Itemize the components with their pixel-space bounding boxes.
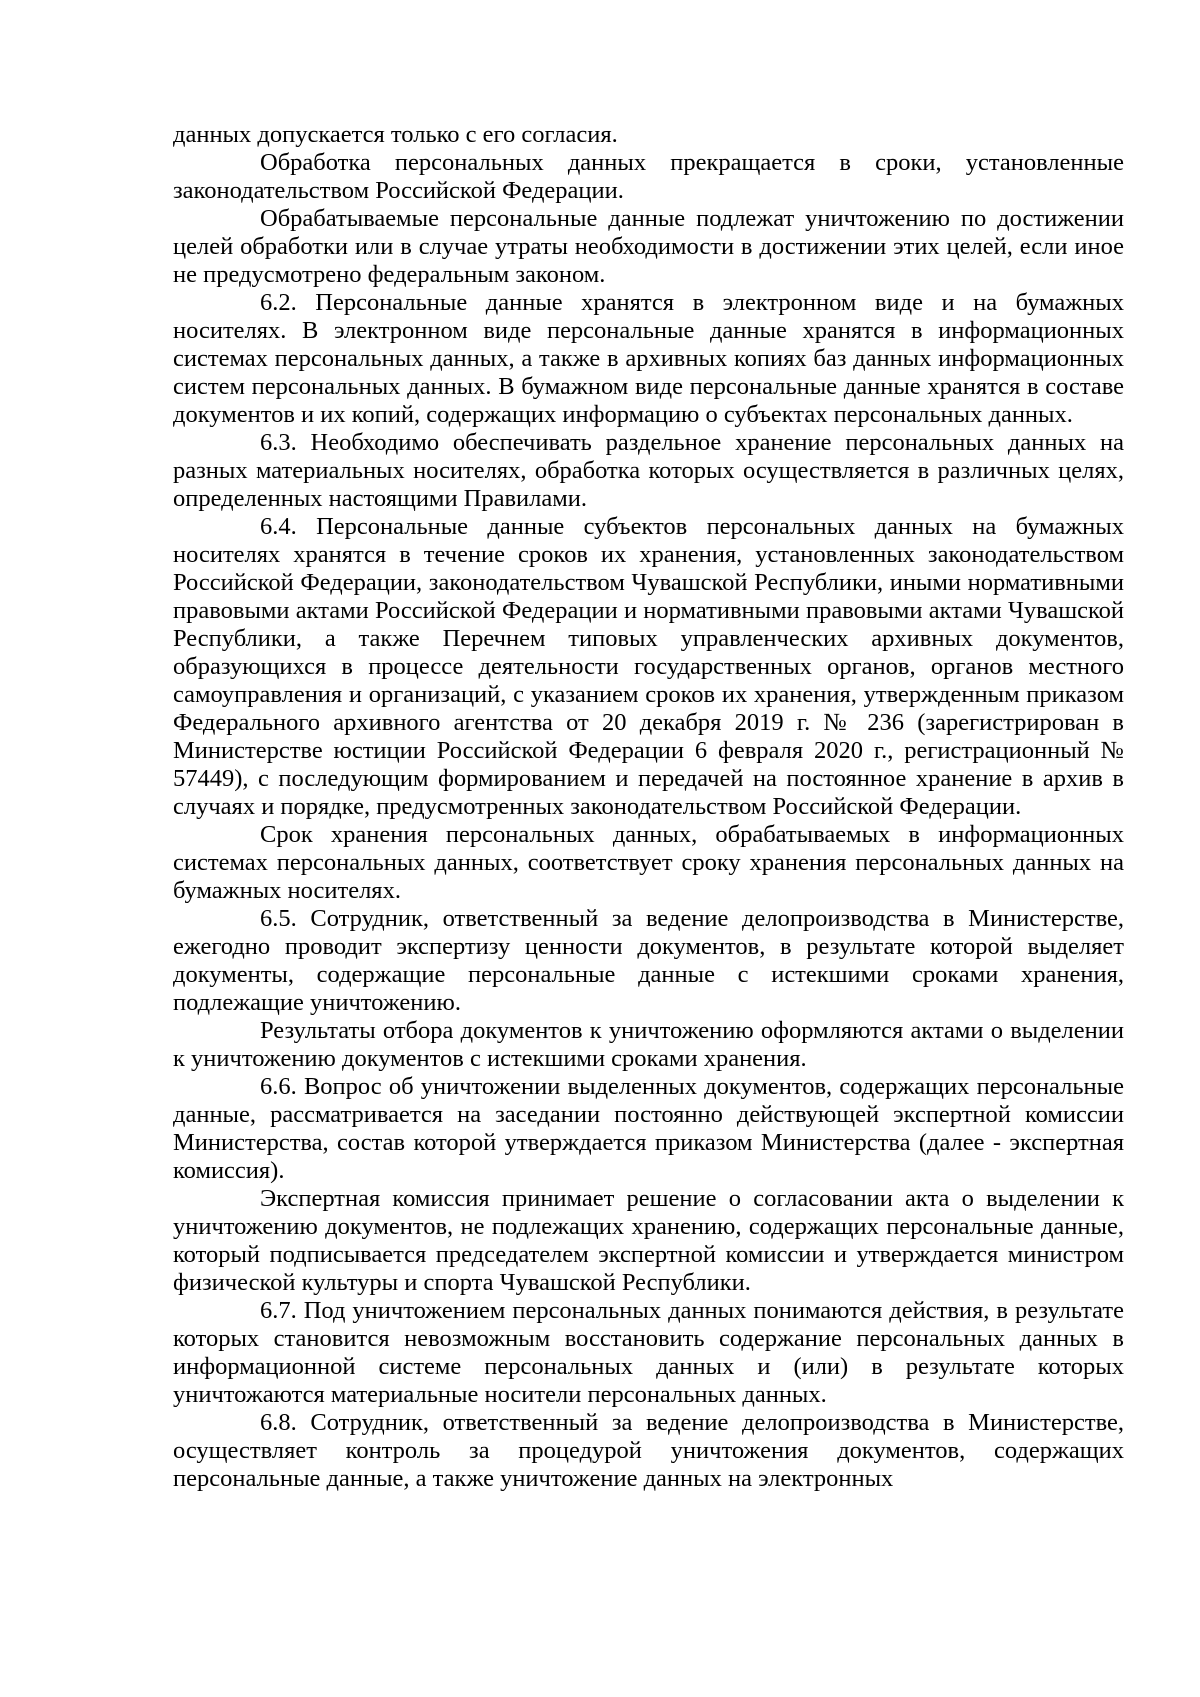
paragraph: Срок хранения персональных данных, обрабатываемых в информационных системах персональных данных, соответствует сроку хранения персональных данных на бумажных носителях.: [173, 821, 1124, 904]
paragraph-6-5: 6.5. Сотрудник, ответственный за ведение делопроизводства в Министерстве, ежегодно проводит экспертизу ценности документов, в результате которой выделяет документы, содержащие персональные данные с истекшими сроками хранения, подлежащие уничтожению.: [173, 905, 1124, 1016]
paragraph: Экспертная комиссия принимает решение о согласовании акта о выделении к уничтожению документов, не подлежащих хранению, содержащих персональные данные, который подписывается председателем экспертной комиссии и утверждается министром физической культуры и спорта Чувашской Республики.: [173, 1185, 1124, 1296]
paragraph-6-4: 6.4. Персональные данные субъектов персональных данных на бумажных носителях хранятся в течение сроков их хранения, установленных законодательством Российской Федерации, законодательством Чувашской Республики, иными нормативными правовыми актами Российской Федерации и нормативными правовыми актами Чувашской Республики, а также Перечнем типовых управленческих архивных документов, образующихся в процессе деятельности государственных органов, органов местного самоуправления и организаций, с указанием сроков их хранения, утвержденным приказом Федерального архивного агентства от 20 декабря 2019 г. № 236 (зарегистрирован в Министерстве юстиции Российской Федерации 6 февраля 2020 г., регистрационный № 57449), с последующим формированием и передачей на постоянное хранение в архив в случаях и порядке, предусмотренных законодательством Российской Федерации.: [173, 513, 1124, 820]
paragraph-6-3: 6.3. Необходимо обеспечивать раздельное хранение персональных данных на разных материальных носителях, обработка которых осуществляется в различных целях, определенных настоящими Правилами.: [173, 429, 1124, 512]
document-page: [173, 121, 1124, 1493]
paragraph-6-2: 6.2. Персональные данные хранятся в электронном виде и на бумажных носителях. В электронном виде персональные данные хранятся в информационных системах персональных данных, а также в архивных копиях баз данных информационных систем персональных данных. В бумажном виде персональные данные хранятся в составе документов и их копий, содержащих информацию о субъектах персональных данных.: [173, 289, 1124, 428]
paragraph-continuation: данных допускается только с его согласия.: [173, 121, 618, 148]
paragraph-6-7: 6.7. Под уничтожением персональных данных понимаются действия, в результате которых становится невозможным восстановить содержание персональных данных в информационной системе персональных данных и (или) в результате которых уничтожаются материальные носители персональных данных.: [173, 1297, 1124, 1408]
paragraph-6-6: 6.6. Вопрос об уничтожении выделенных документов, содержащих персональные данные, рассматривается на заседании постоянно действующей экспертной комиссии Министерства, состав которой утверждается приказом Министерства (далее - экспертная комиссия).: [173, 1073, 1124, 1184]
paragraph-6-8: 6.8. Сотрудник, ответственный за ведение делопроизводства в Министерстве, осуществляет контроль за процедурой уничтожения документов, содержащих персональные данные, а также уничтожение данных на электронных: [173, 1409, 1124, 1492]
paragraph: Обработка персональных данных прекращается в сроки, установленные законодательством Российской Федерации.: [173, 149, 1124, 204]
paragraph: Обрабатываемые персональные данные подлежат уничтожению по достижении целей обработки или в случае утраты необходимости в достижении этих целей, если иное не предусмотрено федеральным законом.: [173, 205, 1124, 288]
paragraph: Результаты отбора документов к уничтожению оформляются актами о выделении к уничтожению документов с истекшими сроками хранения.: [173, 1017, 1124, 1072]
